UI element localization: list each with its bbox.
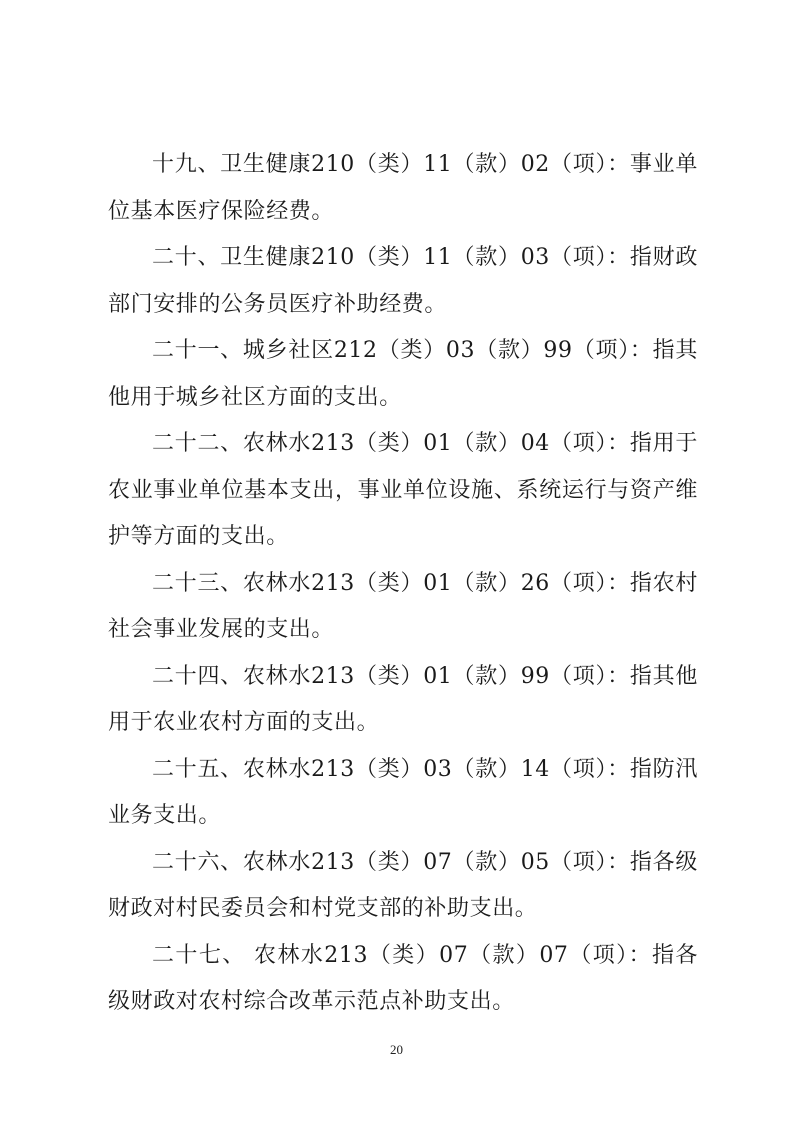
paragraph-item-26: 二十六、农林水213（类）07（款）05（项）：指各级财政对村民委员会和村党支部的补助支出。: [108, 849, 698, 921]
paragraph-item-25: 二十五、农林水213（类）03（款）14（项）：指防汛业务支出。: [108, 756, 698, 828]
document-body: [108, 142, 698, 1026]
paragraph-item-23: 二十三、农林水213（类）01（款）26（项）：指农村社会事业发展的支出。: [108, 570, 698, 642]
paragraph-item-19: 十九、卫生健康210（类）11（款）02（项）：事业单位基本医疗保险经费。: [108, 152, 698, 224]
paragraph-item-22: 二十二、农林水213（类）01（款）04（项）：指用于农业事业单位基本支出，事业单位设施、系统运行与资产维护等方面的支出。: [108, 431, 698, 549]
page-number: 20: [390, 1042, 403, 1057]
paragraph-item-21: 二十一、城乡社区212（类）03（款）99（项）：指其他用于城乡社区方面的支出。: [108, 338, 698, 410]
paragraph-item-24: 二十四、农林水213（类）01（款）99（项）：指其他用于农业农村方面的支出。: [108, 663, 698, 735]
paragraph-item-27: 二十七、 农林水213（类）07（款）07（项）：指各级财政对农村综合改革示范点补助支出。: [108, 942, 698, 1014]
paragraph-item-20: 二十、卫生健康210（类）11（款）03（项）：指财政部门安排的公务员医疗补助经费。: [108, 245, 698, 317]
